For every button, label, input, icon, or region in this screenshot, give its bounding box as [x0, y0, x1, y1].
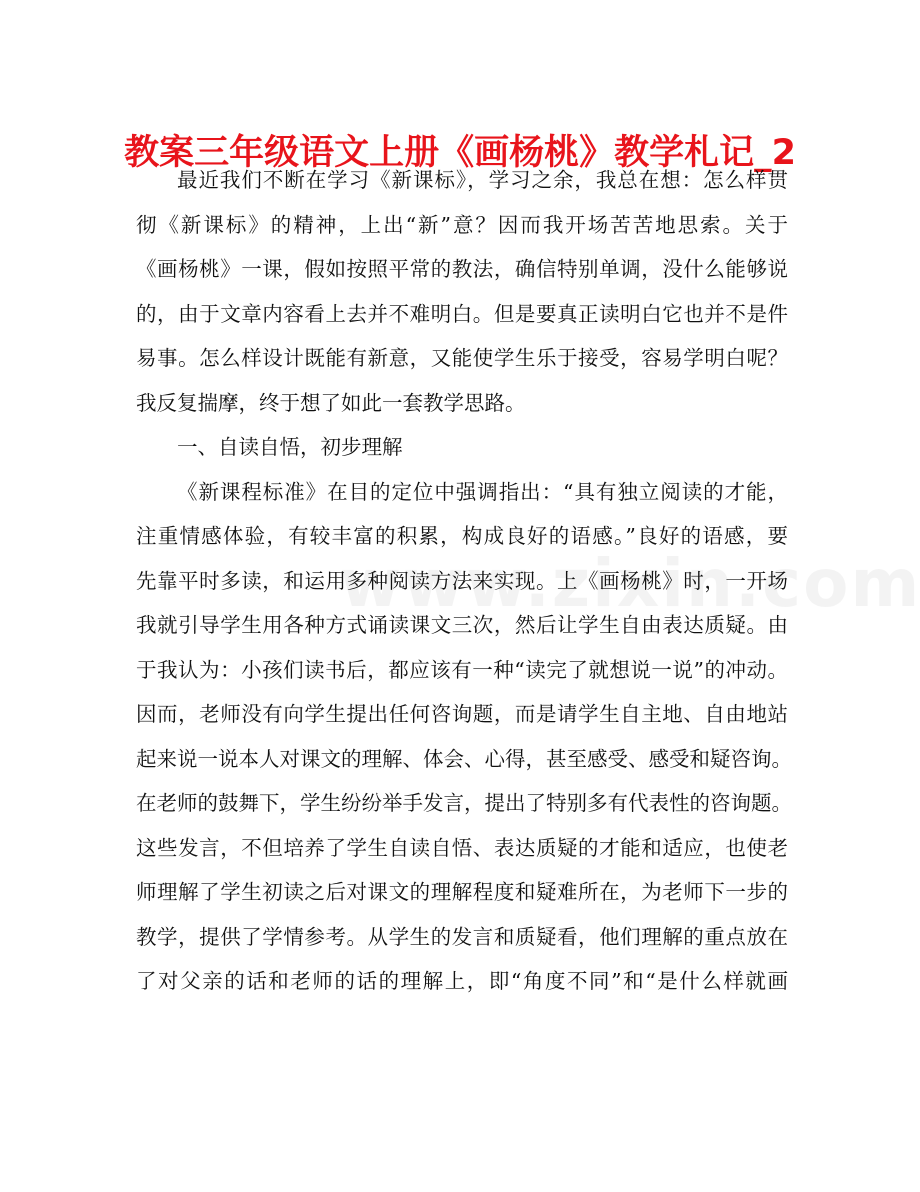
paragraph-line: 因而，老师没有向学生提出任何咨询题，而是请学生自主地、自由地站	[136, 702, 788, 726]
paragraph-line: 彻《新课标》的精神，上出“新”意？因而我开场苦苦地思索。关于	[136, 212, 788, 237]
paragraph-line: 《新课程标准》在目的定位中强调指出：“具有独立阅读的才能，	[177, 479, 788, 504]
paragraph-line: 我就引导学生用各种方式诵读课文三次，然后让学生自由表达质疑。由	[136, 613, 788, 637]
paragraph-line: 注重情感体验，有较丰富的积累，构成良好的语感。”良好的语感，要	[136, 524, 788, 548]
paragraph-line: 一、自读自悟，初步理解	[177, 435, 403, 459]
paragraph-line: 的，由于文章内容看上去并不难明白。但是要真正读明白它也并不是件	[136, 301, 788, 326]
document-body	[136, 158, 792, 1004]
paragraph-line: 《画杨桃》一课，假如按照平常的教法，确信特别单调，没什么能够说	[136, 257, 788, 281]
paragraph-line: 这些发言，不但培养了学生自读自悟、表达质疑的才能和适应，也使老	[136, 835, 788, 860]
paragraph-line: 了对父亲的话和老师的话的理解上，即“角度不同”和“是什么样就画	[136, 969, 788, 993]
paragraph-line: 师理解了学生初读之后对课文的理解程度和疑难所在，为老师下一步的	[136, 880, 788, 904]
paragraph-line: 在老师的鼓舞下，学生纷纷举手发言，提出了特别多有代表性的咨询题。	[136, 791, 792, 815]
paragraph-line: 先靠平时多读，和运用多种阅读方法来实现。上《画杨桃》时，一开场	[136, 568, 788, 593]
paragraph-line: 我反复揣摩，终于想了如此一套教学思路。	[136, 390, 526, 415]
paragraph-line: 于我认为：小孩们读书后，都应该有一种“读完了就想说一说”的冲动。	[136, 657, 788, 682]
paragraph	[136, 158, 788, 425]
paragraph	[136, 470, 792, 1004]
paragraph	[136, 425, 788, 470]
paragraph-line: 起来说一说本人对课文的理解、体会、心得，甚至感受、感受和疑咨询。	[136, 746, 792, 771]
paragraph-line: 最近我们不断在学习《新课标》，学习之余，我总在想：怎么样贯	[177, 168, 788, 192]
paragraph-line: 教学，提供了学情参考。从学生的发言和质疑看，他们理解的重点放在	[136, 924, 788, 949]
paragraph-line: 易事。怎么样设计既能有新意，又能使学生乐于接受，容易学明白呢？	[136, 346, 788, 370]
document-title: 教案三年级语文上册《画杨桃》教学札记_2	[124, 133, 796, 173]
